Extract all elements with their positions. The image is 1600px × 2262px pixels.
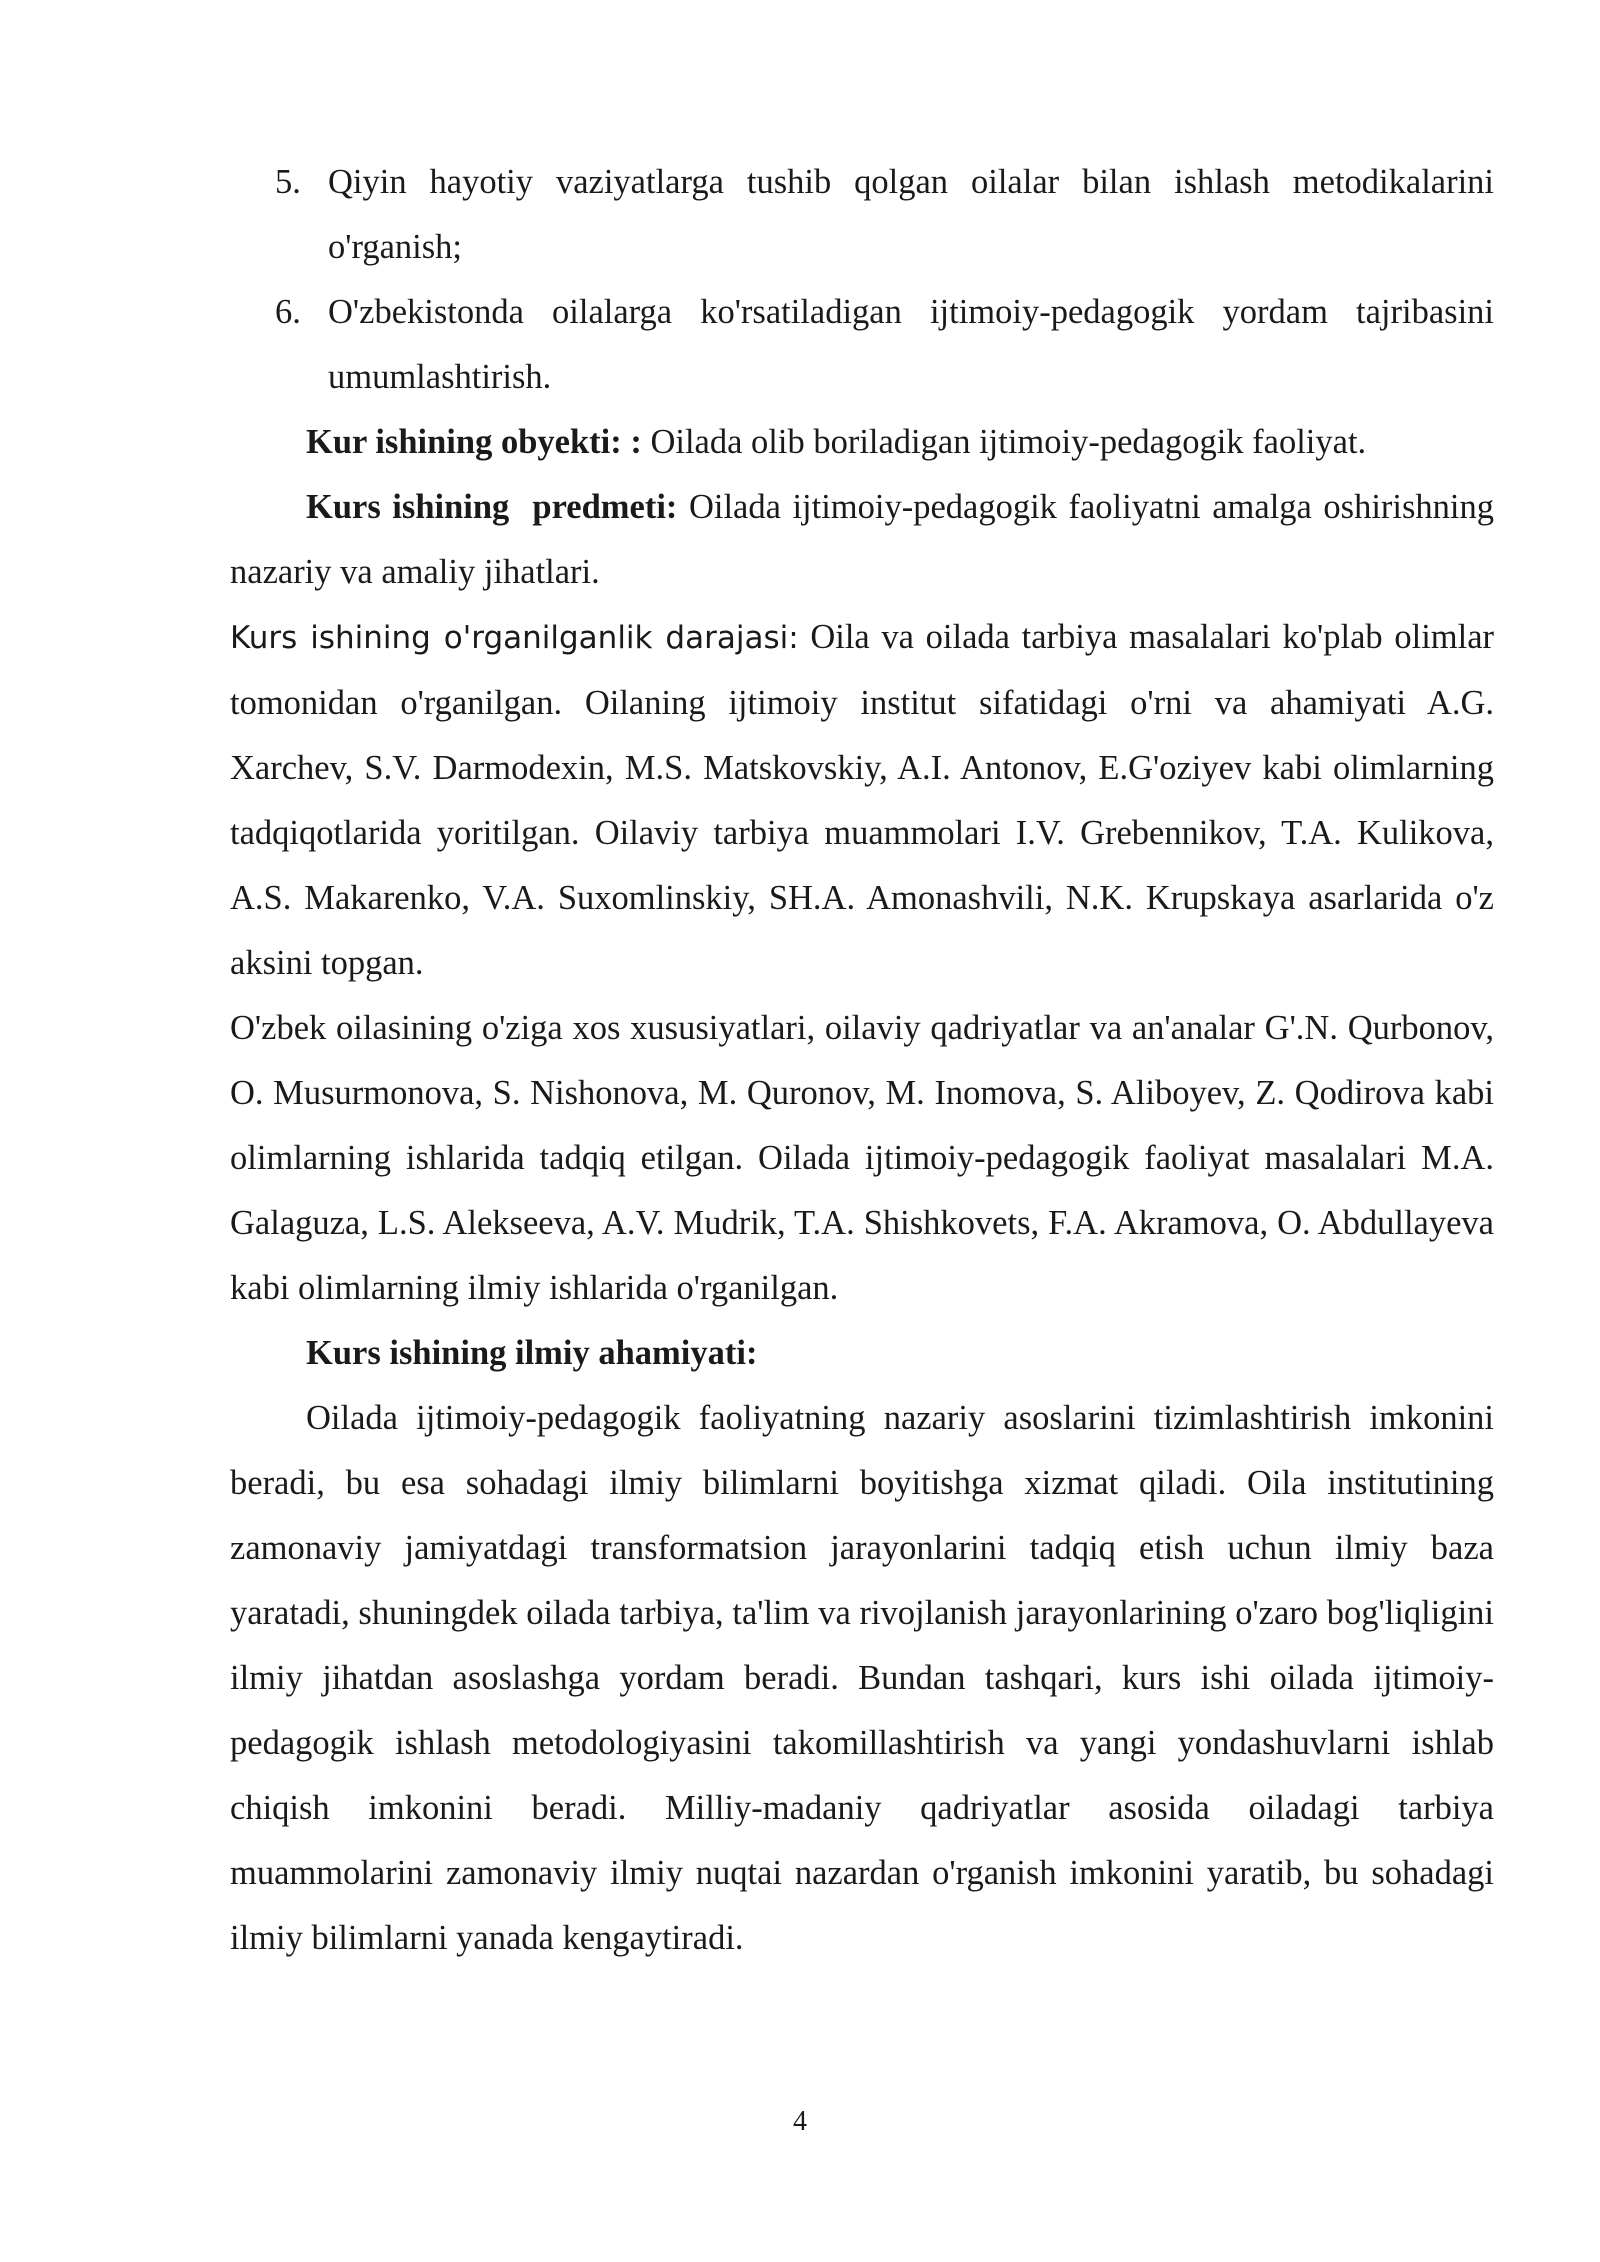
subject-label: Kurs ishining predmeti: — [306, 488, 678, 526]
significance-heading: Kurs ishining ilmiy ahamiyati: — [306, 1334, 758, 1372]
list-item — [230, 150, 1494, 280]
study-level-paragraph — [230, 605, 1494, 996]
page-number: 4 — [793, 2106, 807, 2137]
object-label: Kur ishining obyekti: : — [306, 423, 642, 461]
object-paragraph — [230, 410, 1494, 475]
document-page — [230, 150, 1494, 1971]
list-item — [230, 280, 1494, 410]
list-number: 5. — [275, 163, 301, 201]
list-number: 6. — [275, 293, 301, 331]
study-level-text: Oila va oilada tarbiya masalalari ko'plab olimlar tomonidan o'rganilgan. Oilaning ijtimoiy institut sifatidagi o'rni va ahamiyati A.G. Xarchev, S.V. Darmodexin, M.S. Matskovskiy, A.I. Antonov, E.G'oziyev kabi olimlarning tadqiqotlarida yoritilgan. Oilaviy tarbiya muammolari I.V. Grebennikov, T.A. Kulikova, A.S. Makarenko, V.A. Suxomlinskiy, SH.A. Amonashvili, N.K. Krupskaya asarlarida o'z aksini topgan. — [230, 618, 1495, 982]
subject-text: Oilada ijtimoiy-pedagogik faoliyatni amalga oshirishning nazariy va amaliy jihatlari. — [230, 488, 1494, 591]
subject-paragraph — [230, 475, 1494, 605]
significance-paragraph: Oilada ijtimoiy-pedagogik faoliyatning nazariy asoslarini tizimlashtirish imkonini beradi, bu esa sohadagi ilmiy bilimlarni boyitishga xizmat qiladi. Oila institutining zamonaviy jamiyatdagi transformatsion jarayonlarini tadqiq etish uchun ilmiy baza yaratadi, shuningdek oilada tarbiya, ta'lim va rivojlanish jarayonlarining o'zaro bog'liqligini ilmiy jihatdan asoslashga yordam beradi. Bundan tashqari, kurs ishi oilada ijtimoiy-pedagogik ishlash metodologiyasini takomillashtirish va yangi yondashuvlarni ishlab chiqish imkonini beradi. Milliy-madaniy qadriyatlar asosida oiladagi tarbiya muammolarini zamonaviy ilmiy nuqtai nazardan o'rganish imkonini yaratib, bu sohadagi ilmiy bilimlarni yanada kengaytiradi. — [230, 1399, 1494, 1957]
uzbek-family-paragraph: O'zbek oilasining o'ziga xos xususiyatlari, oilaviy qadriyatlar va an'analar G'.N. Qurbonov, O. Musurmonova, S. Nishonova, M. Quronov, M. Inomova, S. Aliboyev, Z. Qodirova kabi olimlarning ishlarida tadqiq etilgan. Oilada ijtimoiy-pedagogik faoliyat masalalari M.A. Galaguza, L.S. Alekseeva, A.V. Mudrik, T.A. Shishkovets, F.A. Akramova, O. Abdullayeva kabi olimlarning ilmiy ishlarida o'rganilgan. — [230, 1009, 1494, 1307]
list-item-text: Qiyin hayotiy vaziyatlarga tushib qolgan oilalar bilan ishlash metodikalarini o'rganish; — [328, 163, 1494, 266]
study-level-label: Kurs ishining o'rganilganlik darajasi: — [230, 620, 799, 656]
list-item-text: O'zbekistonda oilalarga ko'rsatiladigan ijtimoiy-pedagogik yordam tajribasini umumlashtirish. — [328, 293, 1494, 396]
object-text: Oilada olib boriladigan ijtimoiy-pedagogik faoliyat. — [641, 423, 1367, 461]
